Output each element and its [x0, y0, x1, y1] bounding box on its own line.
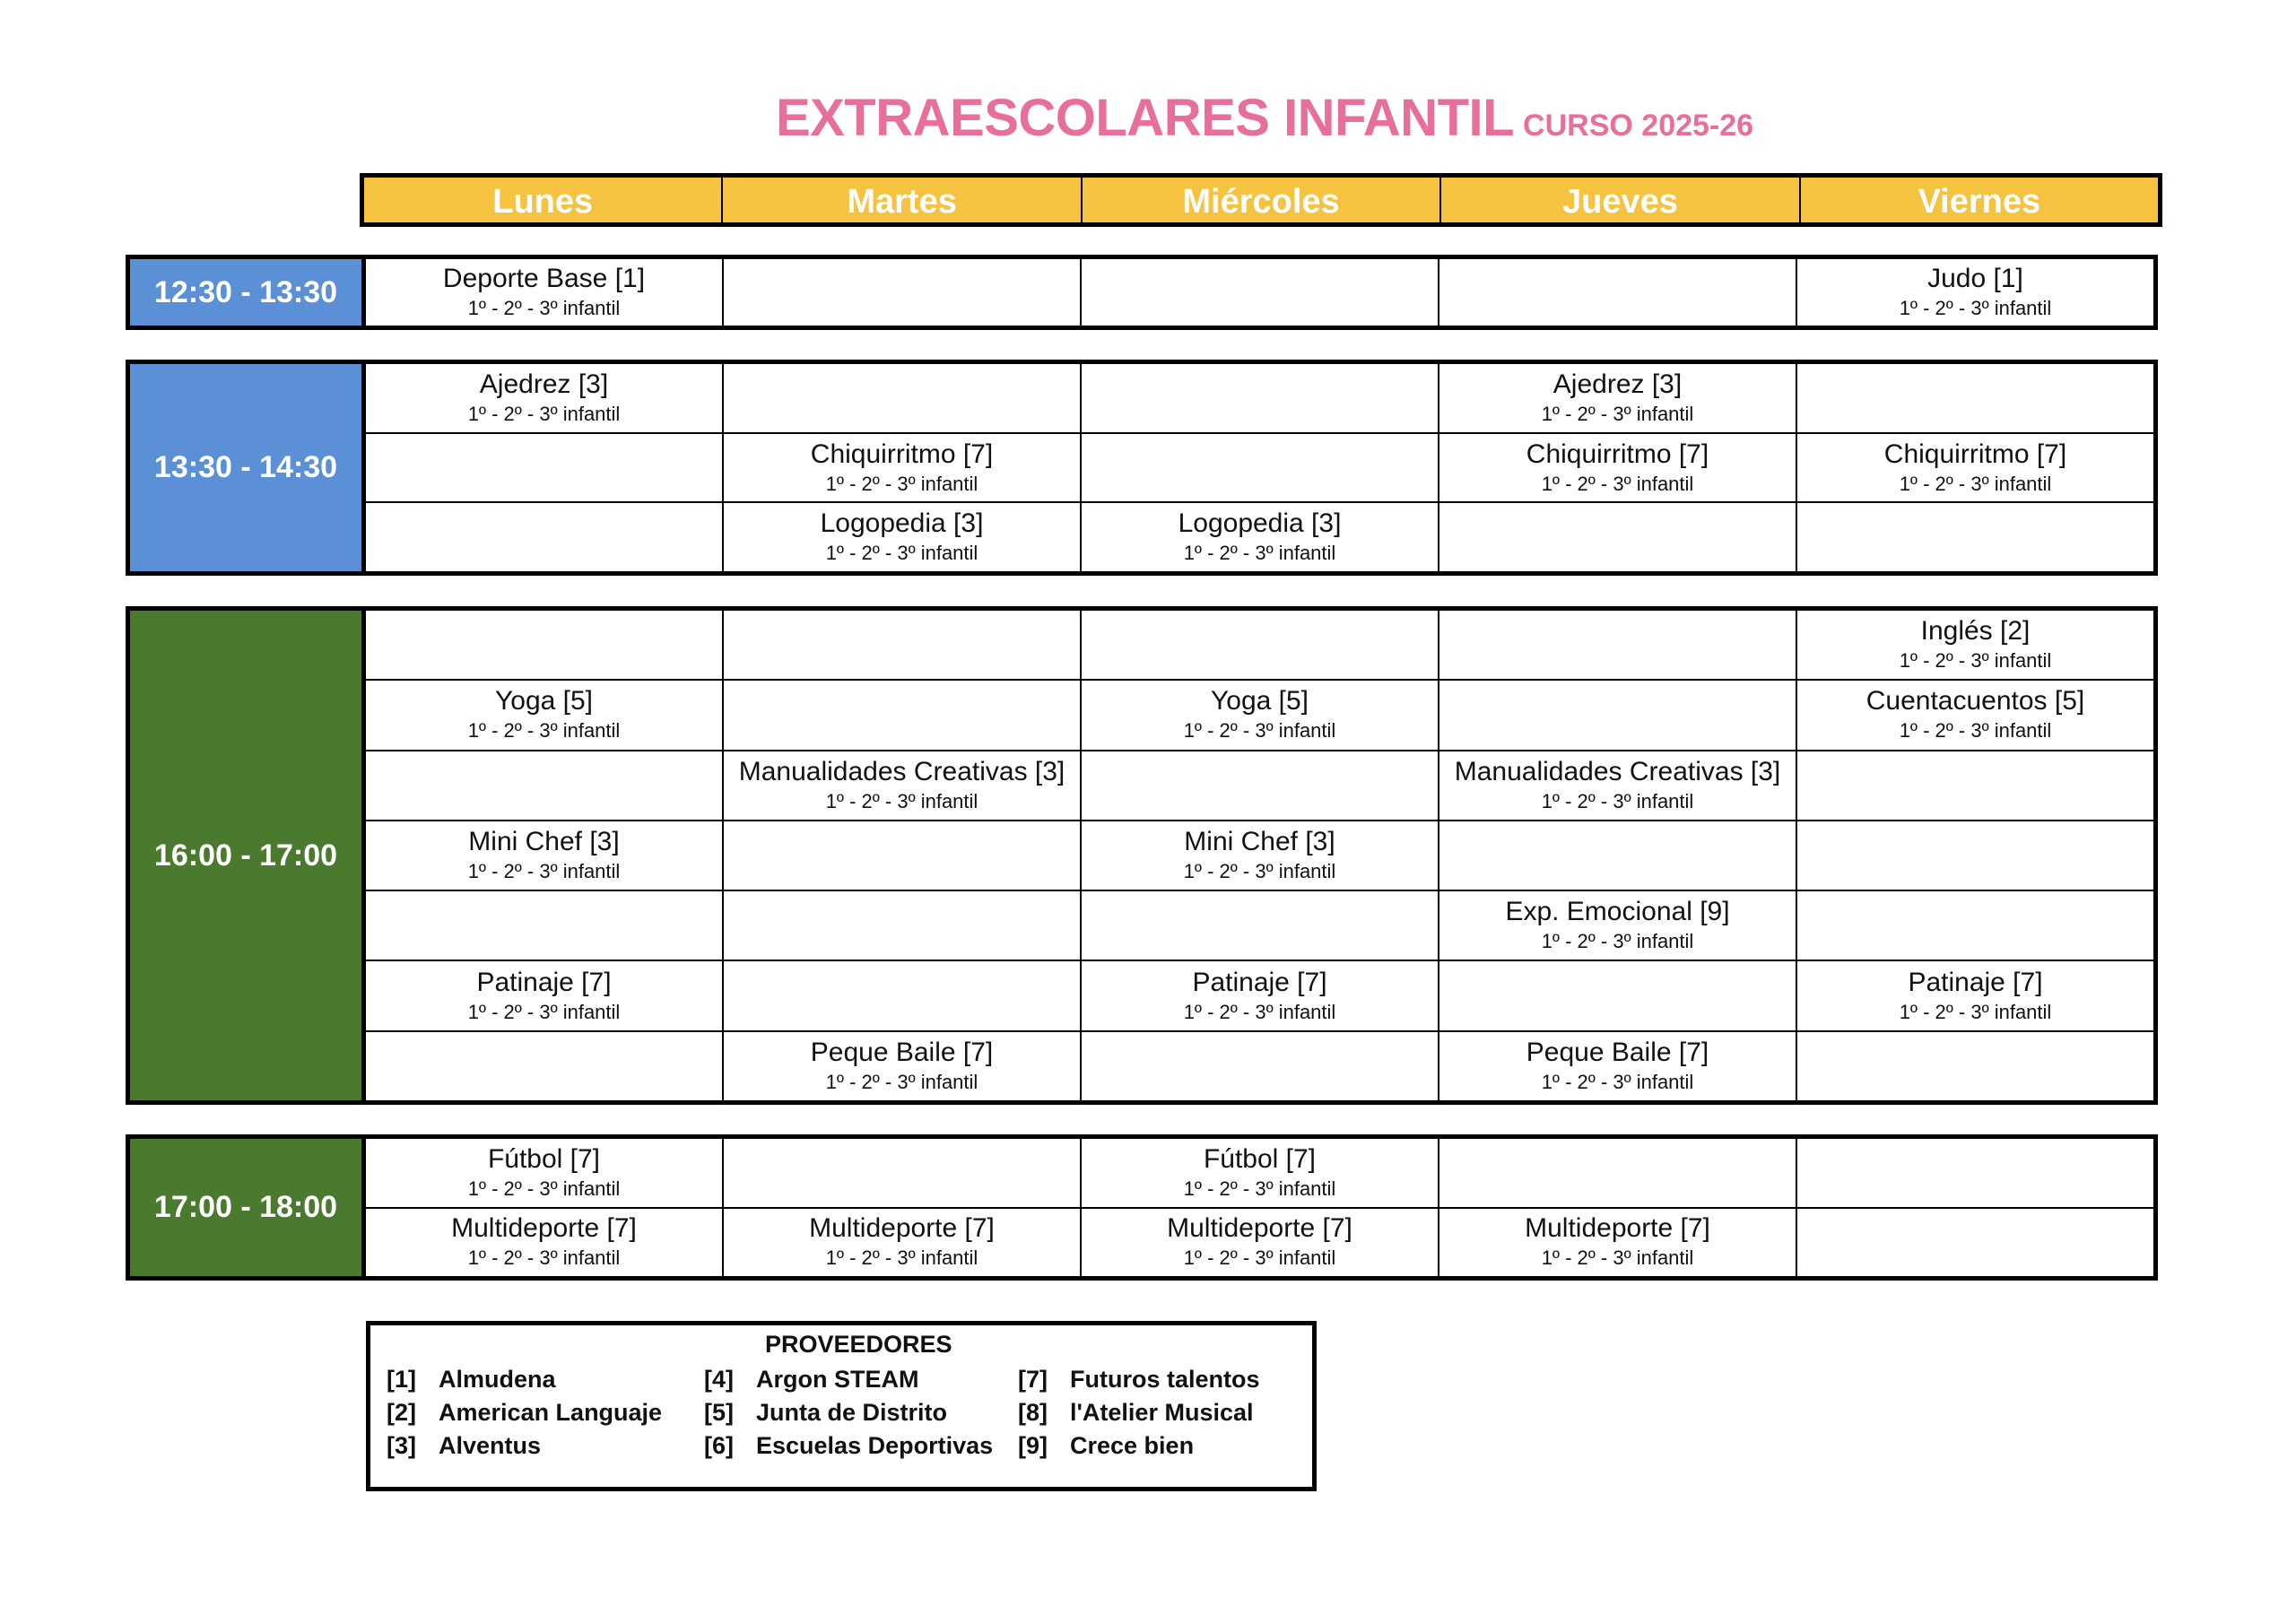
activity-level: 1º - 2º - 3º infantil [1899, 297, 2052, 319]
activity-level: 1º - 2º - 3º infantil [1541, 930, 1694, 953]
activity-cell-miércoles [1082, 611, 1439, 679]
activity-cell-jueves [1439, 961, 1797, 1029]
provider-name: Escuelas Deportivas [756, 1432, 994, 1459]
activity-name: Patinaje [7] [476, 967, 612, 997]
activity-name: Cuentacuentos [5] [1866, 686, 2085, 716]
legend-column [704, 1363, 993, 1463]
activity-row [366, 821, 2153, 891]
activity-row [366, 681, 2153, 751]
time-block [126, 360, 2158, 576]
activity-cell-jueves [1439, 1032, 1797, 1100]
activity-level: 1º - 2º - 3º infantil [825, 789, 978, 812]
provider-entry [387, 1396, 662, 1429]
activity-cell-martes [724, 751, 1082, 820]
provider-entry [704, 1396, 993, 1429]
day-header-5: Viernes [1918, 183, 2041, 221]
activity-cell-viernes [1797, 961, 2153, 1029]
activity-level: 1º - 2º - 3º infantil [1899, 719, 2052, 743]
provider-name: Crece bien [1070, 1432, 1195, 1459]
activity-name: Ajedrez [3] [479, 369, 609, 399]
provider-number: [5] [704, 1399, 734, 1426]
activity-cell-martes [724, 434, 1082, 502]
provider-entry [1018, 1396, 1260, 1429]
activity-cell-miércoles [1082, 961, 1439, 1029]
activity-name: Peque Baile [7] [810, 1037, 994, 1067]
activity-row [366, 1209, 2153, 1277]
activity-row [366, 751, 2153, 821]
activity-cell-viernes [1797, 434, 2153, 502]
title-main: EXTRAESCOLARES INFANTIL [775, 89, 1515, 147]
time-block [126, 255, 2158, 330]
activity-level: 1º - 2º - 3º infantil [825, 542, 978, 565]
activity-row [366, 891, 2153, 961]
activity-level: 1º - 2º - 3º infantil [1899, 472, 2052, 495]
activity-cell-jueves [1439, 1139, 1797, 1207]
activity-cell-jueves [1439, 434, 1797, 502]
activity-cell-lunes [366, 1209, 724, 1277]
activity-name: Logopedia [3] [820, 508, 984, 539]
activity-cell-jueves [1439, 259, 1797, 326]
activity-name: Peque Baile [7] [1526, 1037, 1709, 1067]
page-title [0, 88, 2296, 148]
activity-level: 1º - 2º - 3º infantil [1541, 1246, 1694, 1270]
activity-level: 1º - 2º - 3º infantil [467, 719, 621, 743]
activity-name: Chiquirritmo [7] [1883, 439, 2067, 469]
provider-name: Futuros talentos [1070, 1366, 1260, 1393]
activity-cell-martes [724, 891, 1082, 960]
provider-number: [7] [1018, 1366, 1048, 1393]
activity-cell-miércoles [1082, 1032, 1439, 1100]
activity-name: Manualidades Creativas [3] [738, 756, 1065, 786]
activity-name: Multideporte [7] [1525, 1213, 1710, 1244]
provider-number: [2] [387, 1399, 416, 1426]
activity-level: 1º - 2º - 3º infantil [1183, 1177, 1336, 1200]
activity-name: Yoga [5] [495, 686, 593, 716]
provider-number: [4] [704, 1366, 734, 1393]
activity-cell-lunes [366, 611, 724, 679]
activity-cell-viernes [1797, 259, 2153, 326]
activity-row [366, 503, 2153, 571]
activity-cell-miércoles [1082, 681, 1439, 749]
activity-name: Fútbol [7] [487, 1143, 601, 1174]
activity-level: 1º - 2º - 3º infantil [1541, 789, 1694, 812]
activity-grid [366, 364, 2153, 571]
activity-cell-viernes [1797, 821, 2153, 890]
activity-cell-jueves [1439, 611, 1797, 679]
provider-name: Alventus [439, 1432, 542, 1459]
day-header-row [360, 173, 2162, 227]
activity-cell-miércoles [1082, 891, 1439, 960]
activity-name: Judo [1] [1927, 264, 2023, 293]
provider-name: Junta de Distrito [756, 1399, 948, 1426]
activity-level: 1º - 2º - 3º infantil [467, 859, 621, 882]
time-slot-label: 16:00 - 17:00 [130, 611, 366, 1100]
provider-number: [6] [704, 1432, 734, 1459]
time-block [126, 606, 2158, 1105]
providers-legend [366, 1321, 1317, 1491]
activity-name: Logopedia [3] [1178, 508, 1342, 539]
activity-cell-miércoles [1082, 503, 1439, 571]
activity-cell-jueves [1439, 1209, 1797, 1277]
activity-cell-martes [724, 611, 1082, 679]
provider-number: [1] [387, 1366, 416, 1393]
activity-level: 1º - 2º - 3º infantil [1541, 1070, 1694, 1093]
time-block [126, 1134, 2158, 1281]
activity-cell-lunes [366, 751, 724, 820]
activity-name: Manualidades Creativas [3] [1454, 756, 1781, 786]
activity-cell-martes [724, 364, 1082, 432]
activity-cell-lunes [366, 681, 724, 749]
activity-level: 1º - 2º - 3º infantil [825, 472, 978, 495]
activity-name: Inglés [2] [1920, 616, 2031, 647]
activity-cell-viernes [1797, 681, 2153, 749]
activity-cell-martes [724, 961, 1082, 1029]
activity-name: Patinaje [7] [1192, 967, 1327, 997]
activity-cell-viernes [1797, 891, 2153, 960]
activity-name: Chiquirritmo [7] [1526, 439, 1709, 469]
activity-cell-miércoles [1082, 751, 1439, 820]
activity-cell-miércoles [1082, 1209, 1439, 1277]
activity-level: 1º - 2º - 3º infantil [1183, 1000, 1336, 1023]
activity-level: 1º - 2º - 3º infantil [467, 1000, 621, 1023]
activity-name: Mini Chef [3] [1184, 826, 1335, 856]
legend-title: PROVEEDORES [765, 1331, 952, 1358]
activity-cell-martes [724, 1139, 1082, 1207]
activity-row [366, 1139, 2153, 1209]
time-slot-label: 13:30 - 14:30 [130, 364, 366, 571]
activity-level: 1º - 2º - 3º infantil [1899, 1000, 2052, 1023]
activity-grid [366, 1139, 2153, 1276]
activity-row [366, 259, 2153, 326]
activity-cell-viernes [1797, 1139, 2153, 1207]
activity-row [366, 364, 2153, 434]
activity-name: Yoga [5] [1211, 686, 1309, 716]
activity-cell-martes [724, 1032, 1082, 1100]
activity-cell-viernes [1797, 364, 2153, 432]
provider-entry [1018, 1363, 1260, 1396]
activity-cell-miércoles [1082, 434, 1439, 502]
activity-level: 1º - 2º - 3º infantil [825, 1070, 978, 1093]
activity-cell-viernes [1797, 1032, 2153, 1100]
activity-cell-lunes [366, 364, 724, 432]
time-slot-label: 12:30 - 13:30 [130, 259, 366, 326]
activity-cell-martes [724, 681, 1082, 749]
activity-cell-jueves [1439, 821, 1797, 890]
activity-level: 1º - 2º - 3º infantil [467, 402, 621, 425]
activity-level: 1º - 2º - 3º infantil [1183, 719, 1336, 743]
activity-cell-martes [724, 259, 1082, 326]
activity-level: 1º - 2º - 3º infantil [1541, 472, 1694, 495]
activity-level: 1º - 2º - 3º infantil [1183, 1246, 1336, 1270]
legend-column [387, 1363, 662, 1463]
activity-cell-lunes [366, 891, 724, 960]
activity-level: 1º - 2º - 3º infantil [1541, 402, 1694, 425]
provider-name: Almudena [439, 1366, 556, 1393]
activity-cell-lunes [366, 434, 724, 502]
activity-cell-miércoles [1082, 364, 1439, 432]
provider-entry [704, 1363, 993, 1396]
activity-name: Mini Chef [3] [468, 826, 620, 856]
provider-number: [8] [1018, 1399, 1048, 1426]
activity-grid [366, 611, 2153, 1100]
activity-name: Ajedrez [3] [1552, 369, 1683, 399]
activity-cell-jueves [1439, 364, 1797, 432]
activity-level: 1º - 2º - 3º infantil [467, 1246, 621, 1270]
day-header-1: Lunes [364, 178, 723, 222]
activity-cell-jueves [1439, 503, 1797, 571]
provider-entry [704, 1429, 993, 1463]
activity-level: 1º - 2º - 3º infantil [1183, 542, 1336, 565]
provider-name: l'Atelier Musical [1070, 1399, 1254, 1426]
provider-number: [3] [387, 1432, 416, 1459]
activity-cell-lunes [366, 1032, 724, 1100]
activity-row [366, 961, 2153, 1031]
activity-cell-viernes [1797, 1209, 2153, 1277]
activity-level: 1º - 2º - 3º infantil [1183, 859, 1336, 882]
activity-name: Fútbol [7] [1203, 1143, 1317, 1174]
activity-name: Deporte Base [1] [442, 264, 646, 293]
activity-name: Patinaje [7] [1908, 967, 2043, 997]
activity-level: 1º - 2º - 3º infantil [1899, 649, 2052, 673]
activity-cell-lunes [366, 1139, 724, 1207]
activity-name: Chiquirritmo [7] [810, 439, 994, 469]
activity-cell-jueves [1439, 891, 1797, 960]
provider-entry [1018, 1429, 1260, 1463]
activity-row [366, 611, 2153, 681]
activity-cell-lunes [366, 503, 724, 571]
activity-cell-miércoles [1082, 821, 1439, 890]
activity-cell-lunes [366, 961, 724, 1029]
activity-cell-miércoles [1082, 1139, 1439, 1207]
legend-column [1018, 1363, 1260, 1463]
activity-name: Multideporte [7] [1167, 1213, 1352, 1244]
activity-grid [366, 259, 2153, 326]
activity-level: 1º - 2º - 3º infantil [467, 1177, 621, 1200]
activity-cell-viernes [1797, 751, 2153, 820]
day-header-2: Martes [723, 178, 1082, 222]
activity-row [366, 1032, 2153, 1100]
activity-level: 1º - 2º - 3º infantil [825, 1246, 978, 1270]
activity-cell-martes [724, 503, 1082, 571]
activity-cell-martes [724, 1209, 1082, 1277]
time-slot-label: 17:00 - 18:00 [130, 1139, 366, 1276]
activity-cell-martes [724, 821, 1082, 890]
activity-cell-lunes [366, 821, 724, 890]
activity-cell-viernes [1797, 611, 2153, 679]
day-header-4: Jueves [1441, 178, 1800, 222]
activity-level: 1º - 2º - 3º infantil [467, 297, 621, 319]
day-header-3: Miércoles [1083, 178, 1441, 222]
activity-name: Multideporte [7] [809, 1213, 995, 1244]
provider-entry [387, 1429, 662, 1463]
activity-name: Exp. Emocional [9] [1505, 897, 1730, 927]
activity-cell-viernes [1797, 503, 2153, 571]
activity-cell-jueves [1439, 681, 1797, 749]
activity-cell-miércoles [1082, 259, 1439, 326]
provider-entry [387, 1363, 662, 1396]
activity-name: Multideporte [7] [451, 1213, 637, 1244]
provider-number: [9] [1018, 1432, 1048, 1459]
provider-name: Argon STEAM [756, 1366, 919, 1393]
activity-row [366, 434, 2153, 504]
title-course: CURSO 2025-26 [1523, 109, 1754, 143]
provider-name: American Languaje [439, 1399, 663, 1426]
activity-cell-lunes [366, 259, 724, 326]
activity-cell-jueves [1439, 751, 1797, 820]
